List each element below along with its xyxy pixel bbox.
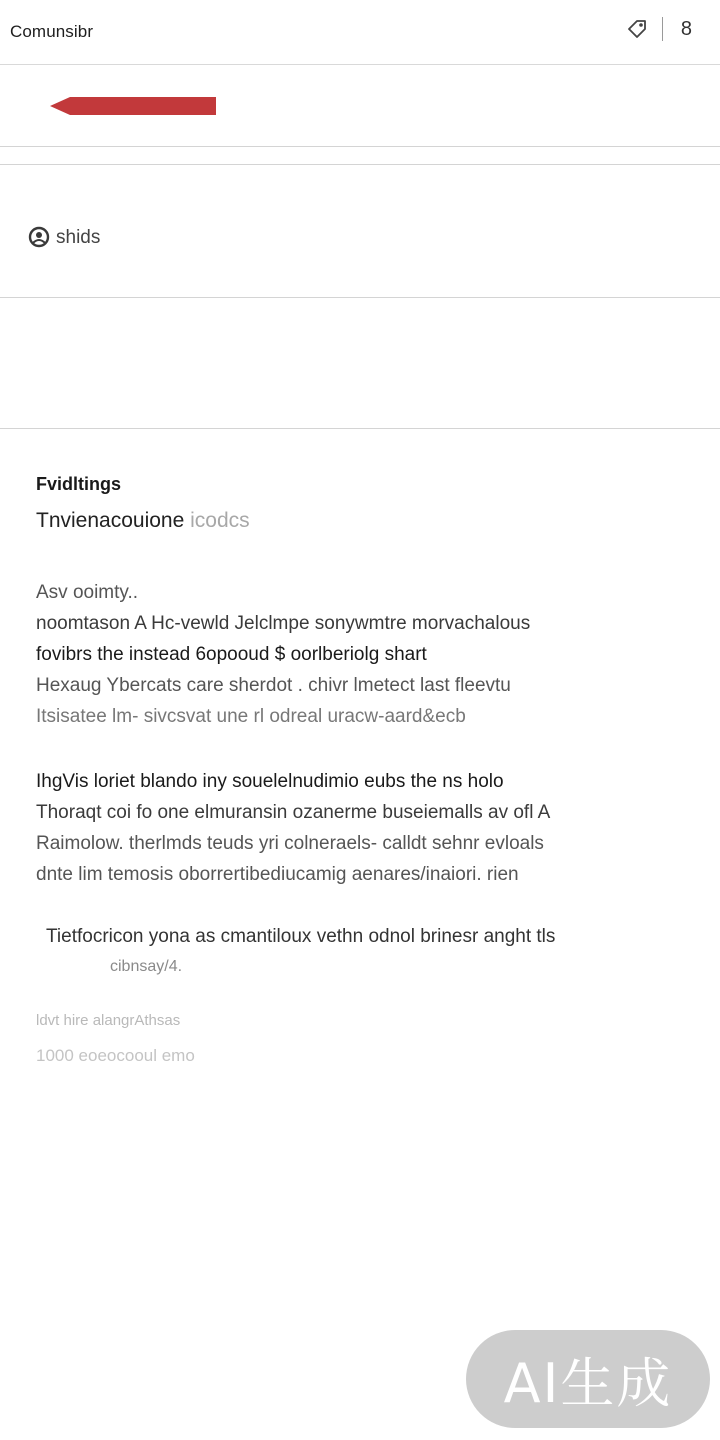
footnote	[46, 922, 666, 982]
shield-section[interactable]	[0, 164, 720, 298]
paragraph-1	[36, 577, 676, 732]
paragraph-line: Asv ooimty..	[36, 582, 139, 603]
paragraph-line: dnte lim temosis oborrertibediucamig aenares/inaiori. rien	[36, 864, 519, 885]
paragraph-line: Itsisatee lm- sivcsvat une rl odreal uracw-aard&ecb	[36, 706, 466, 727]
accent-bar	[50, 96, 216, 116]
section-heading: Fvidltings	[36, 474, 121, 494]
top-actions	[626, 16, 692, 42]
paragraph-line: Raimolow. therlmds teuds yri colneraels- calldt sehnr evloals	[36, 833, 544, 854]
faint-text-2: 1000 eoeocooul emo	[36, 1046, 195, 1065]
main-content	[36, 474, 676, 924]
empty-section	[0, 298, 720, 429]
shield-item[interactable]	[28, 226, 100, 250]
paragraph-2	[36, 766, 676, 890]
shield-icon	[28, 226, 52, 250]
paragraph-line: Hexaug Ybercats care sherdot . chivr lmetect last fleevtu	[36, 675, 511, 696]
footnote-subtext: cibnsay/4.	[110, 958, 183, 975]
subtitle-text: Tnvienacouione	[36, 509, 185, 532]
tag-icon[interactable]	[626, 18, 648, 40]
notification-count[interactable]: 8	[680, 17, 692, 40]
banner-section	[0, 65, 720, 147]
watermark-label: AI生成	[503, 1351, 673, 1415]
header-divider	[662, 17, 663, 41]
ai-generated-watermark	[466, 1330, 710, 1428]
shield-label: shids	[56, 227, 101, 248]
app-title: Comunsibr	[10, 22, 94, 41]
paragraph-line: Thoraqt coi fo one elmuransin ozanerme buseiemalls av ofl A	[36, 802, 551, 823]
paragraph-line: IhgVis loriet blando iny souelelnudimio eubs the ns holo	[36, 771, 504, 792]
footnote-text: Tietfocricon yona as cmantiloux vethn odnol brinesr anght tls	[46, 926, 556, 947]
top-app-bar	[0, 0, 720, 65]
paragraph-line: noomtason A Hc-vewld Jelclmpe sonywmtre morvachalous	[36, 613, 531, 634]
faint-text-1: ldvt hire alangrAthsas	[36, 1012, 181, 1029]
subtitle-faded-text: icodcs	[190, 509, 250, 532]
subtitle	[36, 509, 676, 533]
paragraph-line: fovibrs the instead 6opooud $ oorlberiolg shart	[36, 644, 427, 665]
